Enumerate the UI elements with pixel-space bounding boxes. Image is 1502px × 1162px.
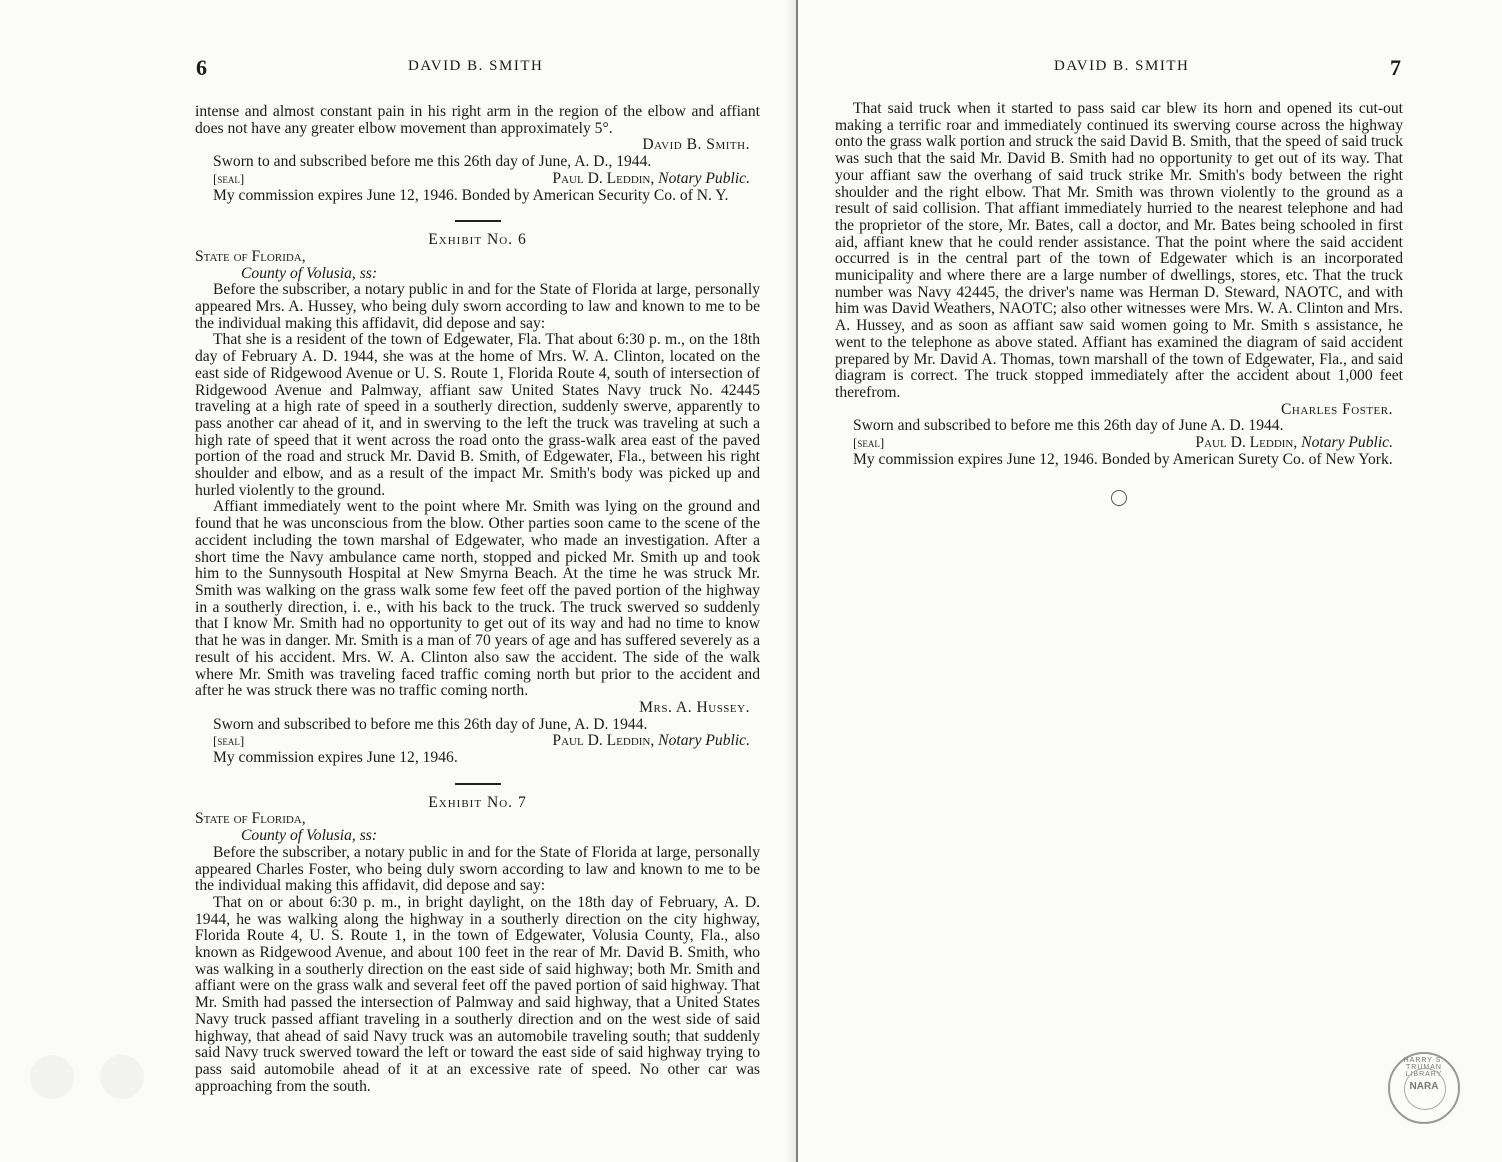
bleed-through-mark	[100, 1055, 144, 1099]
notary-name: Paul D. Leddin,	[552, 169, 655, 187]
seal-line	[195, 733, 760, 750]
affidavit-paragraph: That on or about 6:30 p. m., in bright daylight, on the 18th day of February, A. D. 1944, he was walking along the highway in a southerly direction on the city highway, Florida Route 4, U. S. Route 1, in the town of Edgewater, Volusia County, Fla., also known as Ridgewood Avenue, and about 100 feet in the rear of Mr. David B. Smith, who was walking in a southerly direction on the east side of said highway; both Mr. Smith and affiant were on the grass walk and several feet off the paved portion of said highway. That Mr. Smith had passed the intersection of Palmway and said highway, that a United States Navy truck passed affiant traveling in a southerly direction and on the west side of said highway, that ahead of said Navy truck was an automobile traveling south; that suddenly said Navy truck swerved toward the left or toward the east side of said highway trying to pass said automobile ahead of it at an excessive rate of speed. No other car was approaching from the south.	[195, 893, 760, 1095]
running-head: DAVID B. SMITH	[1054, 58, 1190, 74]
seal-line	[835, 435, 1403, 452]
notary-title: Notary Public.	[658, 169, 750, 187]
affidavit-paragraph: That she is a resident of the town of Edgewater, Fla. That about 6:30 p. m., on the 18th day of February A. D. 1944, she was at the home of Mrs. W. A. Clinton, located on the east side of Ridgewood Avenue or U. S. Route 1, Florida Route 4, south of intersection of Ridgewood Avenue and Palmway, affiant saw United States Navy truck No. 42445 traveling at a high rate of speed in a southerly direction, suddenly swerve, apparently to pass another car ahead of it, and in swerving to the left the truck was traveling at such a high rate of speed that it went across the road onto the grass-walk area east of the paved portion of the road and struck Mr. David B. Smith, of Edgewater, Fla., between his right shoulder and elbow, and as a result of the impact Mr. Smith's body was picked up and hurled violently to the ground.	[195, 331, 760, 499]
seal-label: [seal]	[213, 733, 245, 749]
stamp-text: NARA	[1409, 1081, 1439, 1092]
gutter-shadow	[785, 0, 798, 1162]
notary-name: Paul D. Leddin,	[552, 732, 655, 750]
right-page	[800, 0, 1502, 1162]
affidavit-paragraph: Affiant immediately went to the point where Mr. Smith was lying on the ground and found that he was unconscious from the blow. Other parties soon came to the scene of the accident including the town marshal of Edgewater, who made an investigation. After a short time the Navy ambulance came north, stopped and picked Mr. Smith up and took him to the Sunnysouth Hospital at New Smyrna Beach. At the time he was struck Mr. Smith was walking on the grass walk some few feet off the paved portion of the highway in a southerly direction, i. e., with his back to the truck. The truck swerved so suddenly that I know Mr. Smith had no opportunity to get out of its way and had no time to know that he was in danger. Mr. Smith is a man of 70 years of age and has suffered severely as a result of his accident. Mrs. W. A. Clinton also saw the accident. The side of the walk where Mr. Smith was traveling faced traffic coming north but prior to the accident and after he was struck there was no traffic coming north.	[195, 498, 760, 700]
sworn-statement: Sworn to and subscribed before me this 26th day of June, A. D., 1944.	[213, 153, 652, 171]
exhibit-heading: Exhibit No. 7	[428, 793, 527, 811]
section-rule	[455, 783, 501, 785]
page-number: 6	[196, 55, 207, 80]
state-caption: State of Florida,	[195, 247, 306, 265]
commission-statement: My commission expires June 12, 1946. Bonded by American Surety Co. of New York.	[853, 450, 1393, 468]
running-head: DAVID B. SMITH	[408, 58, 544, 74]
sworn-statement: Sworn and subscribed to before me this 26th day of June A. D. 1944.	[853, 417, 1284, 435]
commission-statement: My commission expires June 12, 1946. Bonded by American Security Co. of N. Y.	[213, 186, 729, 204]
punch-hole-mark	[1111, 490, 1127, 506]
state-caption: State of Florida,	[195, 810, 306, 828]
affidavit-paragraph: Before the subscriber, a notary public in and for the State of Florida at large, personally appeared Charles Foster, who being duly sworn according to law and known to me to be the individual making this affidavit, did depose and say:	[195, 843, 760, 895]
exhibit-heading: Exhibit No. 6	[428, 231, 527, 249]
library-stamp	[1388, 1052, 1460, 1124]
notary-title: Notary Public.	[658, 732, 750, 750]
notary-title: Notary Public.	[1301, 434, 1393, 452]
affidavit-paragraph: That said truck when it started to pass said car blew its horn and opened its cut-out making a terrific roar and immediately continued its swerving course across the highway onto the grass walk portion and struck the said David B. Smith, that the speed of said truck was such that the said Mr. David B. Smith had no opportunity to get out of its way. That your affiant saw the overhang of said truck strike Mr. Smith's body between the right shoulder and the right elbow. That Mr. Smith was thrown violently to the ground as a result of said collision. That affiant immediately hurried to the nearest telephone and had the proprietor of the store, Mr. Bates, call a doctor, and Mr. Bates being schooled in first aid, affiant knew that he could render assistance. That the point where the said accident occurred is in the central part of the town of Edgewater which is an incorporated municipality and where there are a large number of dwellings, stores, etc. That the truck number was Navy 42445, the driver's name was Herman D. Steward, NAOTC, and with him was David Weathers, NAOTC; also other witnesses were Mrs. W. A. Clinton and Mrs. A. Hussey, and as soon as affiant saw said women going to Mr. Smith s assistance, he went to the telephone as above stated. Affiant has examined the diagram of said accident prepared by Mr. David A. Thomas, town marshall of the town of Edgewater, Fla., and said diagram is correct. The truck stopped immediately after the accident about 1,000 feet therefrom.	[835, 100, 1403, 401]
notary-signature	[552, 171, 750, 188]
seal-label: [seal]	[213, 170, 245, 186]
page-number: 7	[1390, 55, 1401, 80]
bleed-through-mark	[30, 1055, 74, 1099]
county-caption: County of Volusia, ss:	[241, 264, 378, 282]
notary-signature	[1195, 435, 1393, 452]
sworn-statement: Sworn and subscribed to before me this 26th day of June, A. D. 1944.	[213, 715, 648, 733]
commission-statement: My commission expires June 12, 1946.	[213, 749, 458, 767]
section-rule	[455, 220, 501, 222]
county-caption: County of Volusia, ss:	[241, 827, 378, 845]
right-column	[835, 101, 1403, 468]
signature: David B. Smith.	[642, 136, 750, 154]
left-column	[195, 104, 760, 1095]
seal-line	[195, 171, 760, 188]
notary-name: Paul D. Leddin,	[1195, 434, 1298, 452]
continuation-paragraph: intense and almost constant pain in his right arm in the region of the elbow and affiant does not have any greater elbow movement than approximately 5°.	[195, 103, 760, 137]
affidavit-paragraph: Before the subscriber, a notary public in and for the State of Florida at large, personally appeared Mrs. A. Hussey, who being duly sworn according to law and known to me to be the individual making this affidavit, did depose and say:	[195, 281, 760, 332]
signature: Mrs. A. Hussey.	[639, 698, 750, 716]
notary-signature	[552, 733, 750, 750]
stamp-ring-text: HARRY S. TRUMAN LIBRARY	[1403, 1057, 1445, 1078]
signature: Charles Foster.	[1281, 400, 1393, 418]
seal-label: [seal]	[853, 435, 885, 451]
